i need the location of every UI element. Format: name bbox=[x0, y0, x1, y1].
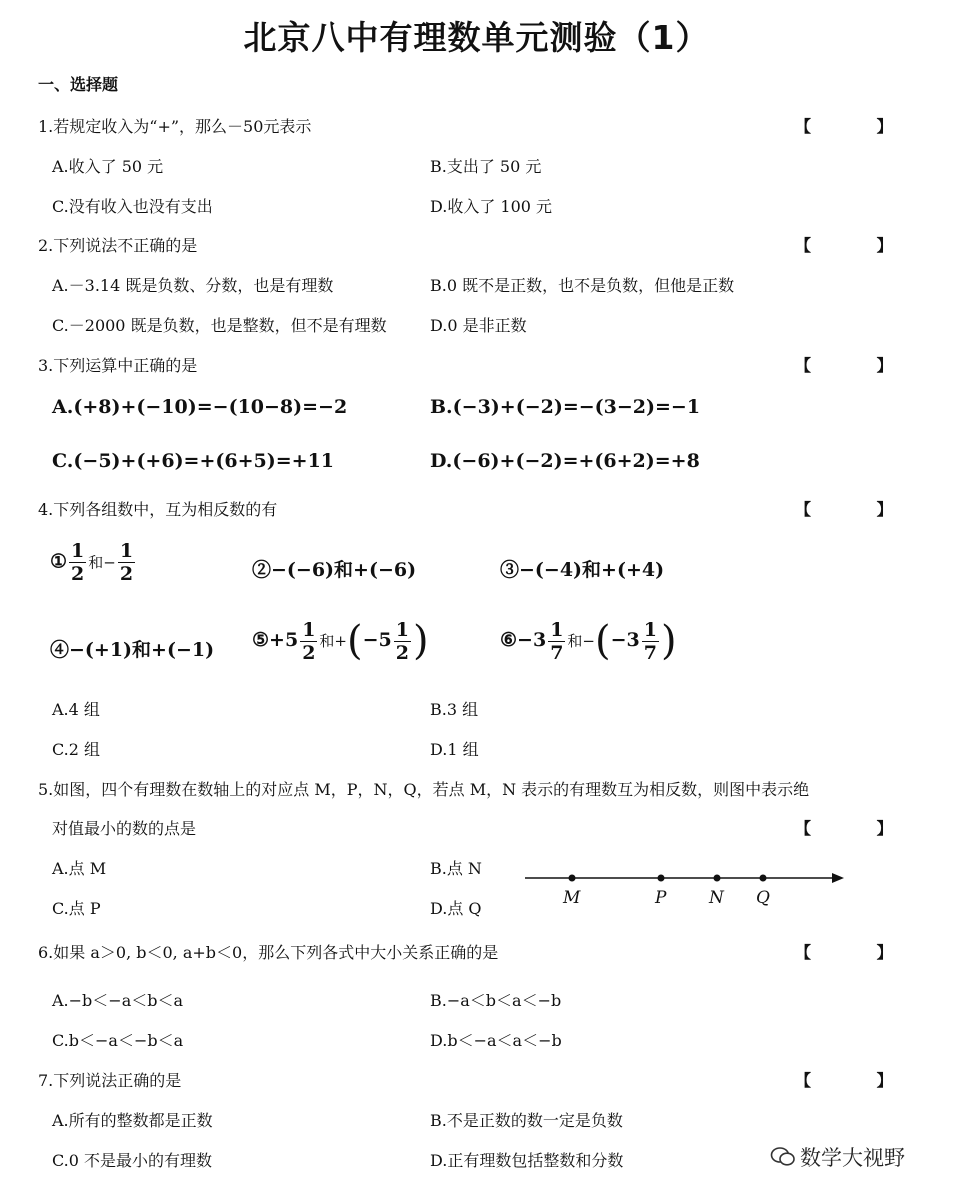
q2-option-b: B.0 既不是正数，也不是负数，但他是正数 bbox=[430, 276, 735, 295]
label-n: N bbox=[709, 888, 724, 908]
question-6-stem: 6.如果 a＞0, b＜0, a+b＜0，那么下列各式中大小关系正确的是 bbox=[38, 943, 499, 962]
wechat-icon bbox=[770, 1146, 796, 1173]
q3-option-b: B.(−3)+(−2)=−(3−2)=−1 bbox=[430, 396, 701, 418]
label-q: Q bbox=[756, 888, 770, 908]
watermark-text: 数学大视野 bbox=[800, 1146, 905, 1170]
group-3: ③−(−4)和+(+4) bbox=[500, 559, 665, 581]
group-5: ⑤+5 $\frac{1}{2}$ 和+(−5 $\frac{1}{2}$ ) bbox=[252, 618, 429, 664]
label-m: M bbox=[563, 888, 581, 908]
group-4: ④−(+1)和+(−1) bbox=[50, 639, 215, 661]
q1-option-d: D.收入了 100 元 bbox=[430, 197, 553, 216]
q5-option-d: D.点 Q bbox=[430, 899, 482, 918]
point-n bbox=[714, 875, 721, 882]
q4-option-d: D.1 组 bbox=[430, 740, 479, 759]
number-line-figure bbox=[520, 858, 850, 922]
point-q bbox=[760, 875, 767, 882]
q6-option-b: B.−a＜b＜a＜−b bbox=[430, 991, 562, 1010]
question-5-stem: 5.如图，四个有理数在数轴上的对应点 M，P，N，Q，若点 M，N 表示的有理数互为相反数，则图中表示绝 bbox=[38, 780, 810, 799]
group-6: ⑥−3 $\frac{1}{7}$ 和−(−3 $\frac{1}{7}$ ) bbox=[500, 618, 677, 664]
q6-option-a: A.−b＜−a＜b＜a bbox=[52, 991, 184, 1010]
q4-option-a: A.4 组 bbox=[52, 700, 100, 719]
question-4-stem: 4.下列各组数中，互为相反数的有 bbox=[38, 500, 278, 519]
q7-option-d: D.正有理数包括整数和分数 bbox=[430, 1151, 624, 1170]
question-1-stem: 1.若规定收入为“+”，那么－50元表示 bbox=[38, 117, 312, 136]
q3-option-c: C.(−5)+(+6)=+(6+5)=+11 bbox=[52, 450, 335, 472]
group-2: ②−(−6)和+(−6) bbox=[252, 559, 417, 581]
q4-option-b: B.3 组 bbox=[430, 700, 479, 719]
group-1: ① $\frac{1}{2}$ 和− $\frac{1}{2}$ bbox=[50, 540, 134, 585]
watermark bbox=[770, 1142, 905, 1173]
q6-option-c: C.b＜−a＜−b＜a bbox=[52, 1031, 184, 1050]
q5-option-c: C.点 P bbox=[52, 899, 101, 918]
label-p: P bbox=[655, 888, 667, 908]
q4-option-c: C.2 组 bbox=[52, 740, 101, 759]
question-5-stem-continued: 对值最小的数的点是 bbox=[52, 819, 197, 838]
question-2-stem: 2.下列说法不正确的是 bbox=[38, 236, 198, 255]
q1-option-a: A.收入了 50 元 bbox=[52, 157, 164, 176]
answer-bracket: 【 】 bbox=[795, 356, 923, 375]
answer-bracket: 【 】 bbox=[795, 943, 923, 962]
answer-bracket: 【 】 bbox=[795, 500, 923, 519]
q5-option-a: A.点 M bbox=[52, 859, 107, 878]
q7-option-a: A.所有的整数都是正数 bbox=[52, 1111, 213, 1130]
q2-option-d: D.0 是非正数 bbox=[430, 316, 527, 335]
q2-option-a: A.－3.14 既是负数、分数，也是有理数 bbox=[52, 276, 334, 295]
q7-option-b: B.不是正数的数一定是负数 bbox=[430, 1111, 623, 1130]
q1-option-b: B.支出了 50 元 bbox=[430, 157, 542, 176]
answer-bracket: 【 】 bbox=[795, 1071, 923, 1090]
answer-bracket: 【 】 bbox=[795, 117, 923, 136]
q2-option-c: C.－2000 既是负数，也是整数，但不是有理数 bbox=[52, 316, 387, 335]
q7-option-c: C.0 不是最小的有理数 bbox=[52, 1151, 213, 1170]
q1-option-c: C.没有收入也没有支出 bbox=[52, 197, 213, 216]
q5-option-b: B.点 N bbox=[430, 859, 482, 878]
point-p bbox=[658, 875, 665, 882]
page-title: 北京八中有理数单元测验（1） bbox=[243, 18, 710, 57]
question-7-stem: 7.下列说法正确的是 bbox=[38, 1071, 182, 1090]
section-heading: 一、选择题 bbox=[38, 75, 119, 94]
arrow-icon bbox=[832, 873, 844, 883]
q6-option-d: D.b＜−a＜a＜−b bbox=[430, 1031, 562, 1050]
answer-bracket: 【 】 bbox=[795, 819, 923, 838]
q3-option-d: D.(−6)+(−2)=+(6+2)=+8 bbox=[430, 450, 700, 472]
answer-bracket: 【 】 bbox=[795, 236, 923, 255]
question-3-stem: 3.下列运算中正确的是 bbox=[38, 356, 198, 375]
q3-option-a: A.(+8)+(−10)=−(10−8)=−2 bbox=[52, 396, 348, 418]
point-m bbox=[569, 875, 576, 882]
